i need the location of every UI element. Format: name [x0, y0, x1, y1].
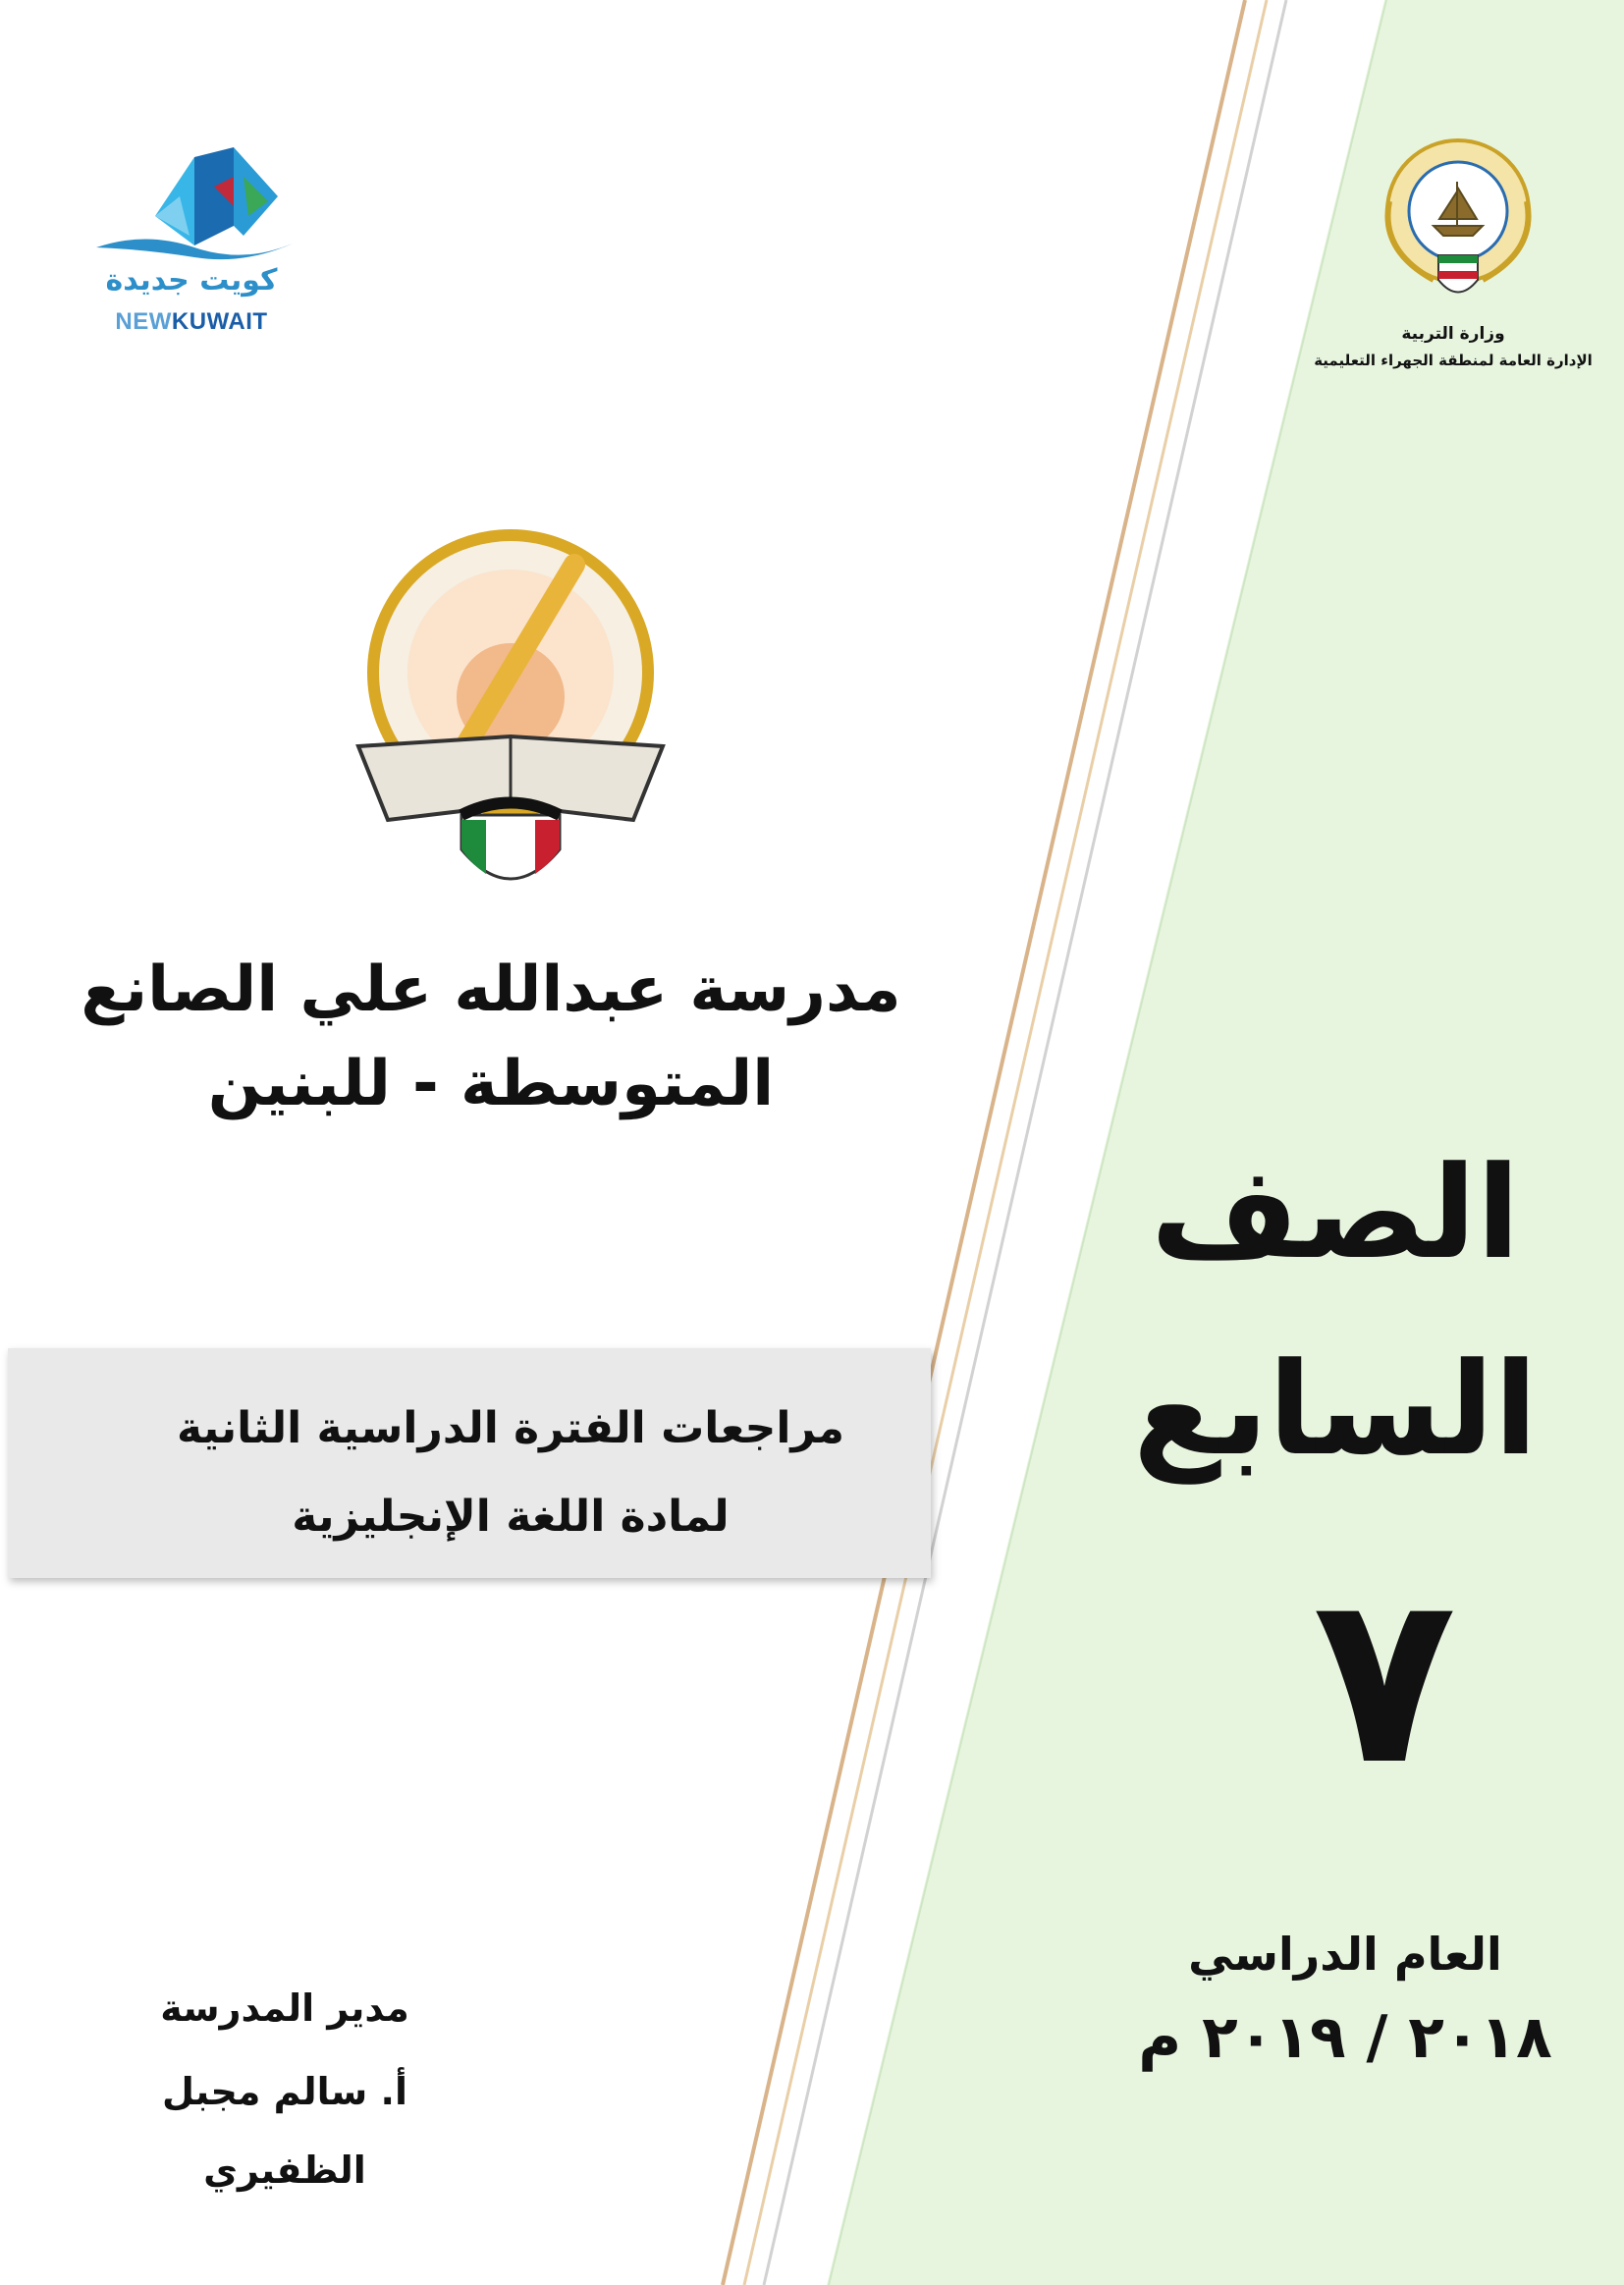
ministry-heading: [1296, 324, 1610, 369]
academic-year: [1110, 1915, 1581, 2082]
school-name: [79, 943, 903, 1131]
grade-heading: [1110, 1115, 1561, 1507]
grade-number: ٧: [1312, 1542, 1457, 1817]
ministry-name: وزارة التربية: [1401, 324, 1505, 344]
principal-title: مدير المدرسة: [160, 1986, 409, 2030]
new-kuwait-english-text: [98, 308, 285, 336]
school-emblem: [349, 525, 673, 898]
school-name-line2: المتوسطة - للبنين: [207, 1048, 775, 1120]
emblem-flag-green: [1438, 255, 1478, 263]
logo-kuwait-text: KUWAIT: [171, 308, 268, 335]
logo-new-text: NEW: [115, 308, 172, 335]
emblem-flag-red: [1438, 271, 1478, 279]
academic-year-label: العام الدراسي: [1188, 1928, 1502, 1981]
academic-year-value: ٢٠١٨ / ٢٠١٩ م: [1138, 2003, 1552, 2072]
school-flag-red: [535, 820, 560, 874]
subject-line1: مراجعات الفترة الدراسية الثانية: [176, 1403, 845, 1453]
school-name-line1: مدرسة عبدالله علي الصانع: [81, 953, 901, 1026]
principal-block: [79, 1964, 491, 2209]
subject-text: [118, 1375, 903, 1551]
ministry-emblem: [1375, 133, 1542, 319]
subject-line2: لمادة اللغة الإنجليزية: [292, 1492, 730, 1542]
directorate-name: الإدارة العامة لمنطقة الجهراء التعليمية: [1314, 352, 1593, 369]
school-flag-green: [461, 820, 486, 874]
grade-line2: السابع: [1132, 1334, 1539, 1484]
grade-line1: الصف: [1150, 1138, 1521, 1287]
new-kuwait-arabic-text: كويت جديدة: [105, 263, 278, 298]
principal-name: أ. سالم مجبل الظفيري: [162, 2070, 407, 2192]
